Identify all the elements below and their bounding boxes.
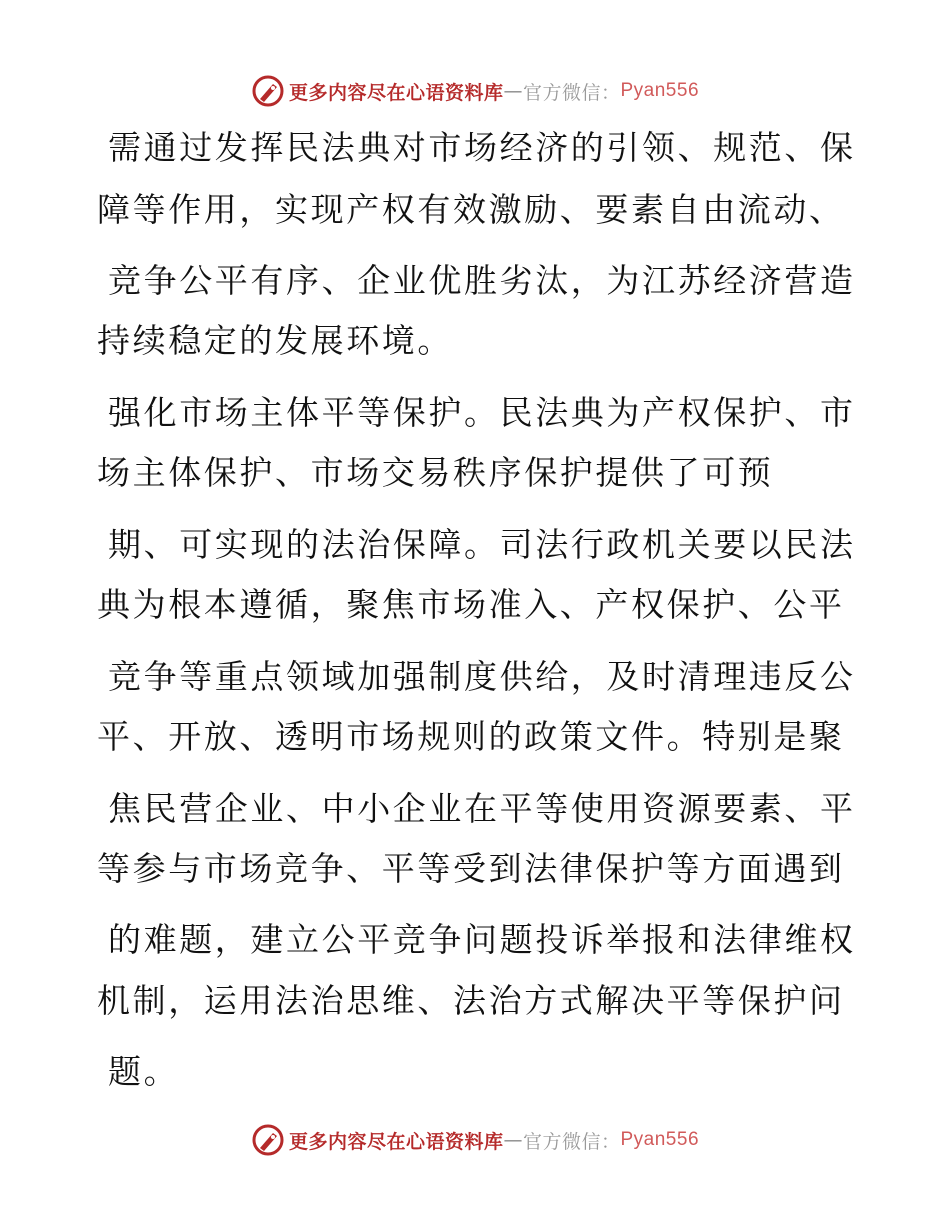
watermark-header <box>0 71 950 111</box>
watermark-dash: — <box>503 80 523 102</box>
watermark-official-label: 官方微信： <box>522 1130 621 1153</box>
text-line: 竞争公平有序、企业优胜劣汰，为江苏经济营造 <box>108 261 856 300</box>
text-line: 题。 <box>108 1052 180 1091</box>
text-line: 障等作用，实现产权有效激励、要素自由流动、 <box>97 190 845 229</box>
text-line: 焦民营企业、中小企业在平等使用资源要素、平 <box>108 789 856 828</box>
watermark-official-label: 官方微信： <box>522 81 621 104</box>
text-line: 期、可实现的法治保障。司法行政机关要以民法 <box>108 525 856 564</box>
text-line: 典为根本遵循，聚焦市场准入、产权保护、公平 <box>97 585 845 624</box>
watermark-dash: — <box>503 1129 523 1151</box>
text-line: 机制，运用法治思维、法治方式解决平等保护问 <box>97 981 845 1020</box>
text-line: 场主体保护、市场交易秩序保护提供了可预 <box>97 453 774 492</box>
pen-nib-icon <box>251 74 285 108</box>
text-line: 竞争等重点领域加强制度供给，及时清理违反公 <box>108 657 856 696</box>
text-line: 持续稳定的发展环境。 <box>97 321 453 360</box>
text-line: 需通过发挥民法典对市场经济的引领、规范、保 <box>108 128 856 167</box>
text-line: 平、开放、透明市场规则的政策文件。特别是聚 <box>97 717 845 756</box>
watermark-wechat-id: Pyan556 <box>620 80 700 101</box>
watermark-footer <box>0 1120 950 1160</box>
text-line: 的难题，建立公平竞争问题投诉举报和法律维权 <box>108 920 856 959</box>
watermark-wechat-id: Pyan556 <box>620 1129 700 1150</box>
text-line: 等参与市场竞争、平等受到法律保护等方面遇到 <box>97 849 845 888</box>
pen-nib-icon <box>251 1123 285 1157</box>
text-line: 强化市场主体平等保护。民法典为产权保护、市 <box>108 393 856 432</box>
watermark-brand: 更多内容尽在心语资料库 <box>288 81 504 104</box>
watermark-brand: 更多内容尽在心语资料库 <box>288 1130 504 1153</box>
